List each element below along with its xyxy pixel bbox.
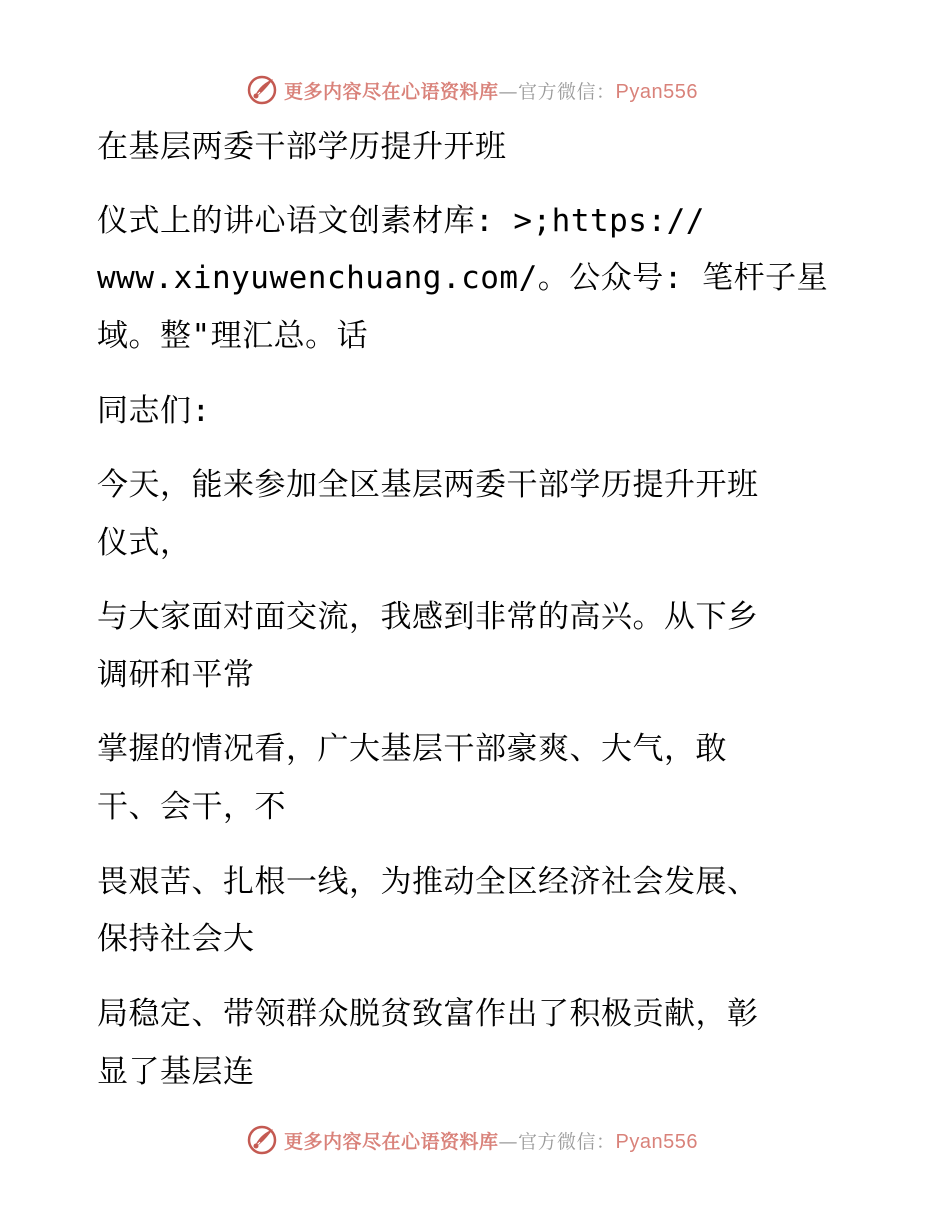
text-line: 仪式上的讲心语文创素材库: >;https:// [97, 203, 705, 239]
text-line: 在基层两委干部学历提升开班 [97, 129, 507, 165]
text-line: 畏艰苦、扎根一线，为推动全区经济社会发展、 [97, 864, 759, 900]
banner-wechat-id: Pyan556 [615, 80, 698, 103]
banner-wechat-id: Pyan556 [615, 1130, 698, 1153]
text-line: 仪式， [97, 525, 192, 561]
footer-banner [0, 1120, 950, 1160]
header-banner [0, 70, 950, 110]
text-line: 干、会干，不 [97, 789, 286, 825]
text-line: 域。整"理汇总。话 [97, 318, 369, 354]
text-line: 今天，能来参加全区基层两委干部学历提升开班 [97, 467, 759, 503]
banner-dash: — [498, 1130, 519, 1153]
banner-wechat-label: 官方微信： [518, 80, 616, 103]
banner-dash: — [498, 80, 519, 103]
text-line: 显了基层连 [97, 1054, 255, 1090]
text-line: 保持社会大 [97, 921, 255, 957]
text-line: 同志们: [97, 393, 211, 429]
text-line: www.xinyuwenchuang.com/。公众号: 笔杆子星 [97, 260, 829, 296]
text-line: 局稳定、带领群众脱贫致富作出了积极贡献，彰 [97, 996, 759, 1032]
banner-site-text: 更多内容尽在心语资料库 [284, 1130, 499, 1153]
text-line: 与大家面对面交流，我感到非常的高兴。从下乡 [97, 599, 759, 635]
text-line: 调研和平常 [97, 657, 255, 693]
text-line: 掌握的情况看，广大基层干部豪爽、大气，敢 [97, 731, 727, 767]
feather-pen-logo-icon [246, 1124, 278, 1156]
banner-site-text: 更多内容尽在心语资料库 [284, 80, 499, 103]
feather-pen-logo-icon [246, 74, 278, 106]
banner-wechat-label: 官方微信： [518, 1130, 616, 1153]
